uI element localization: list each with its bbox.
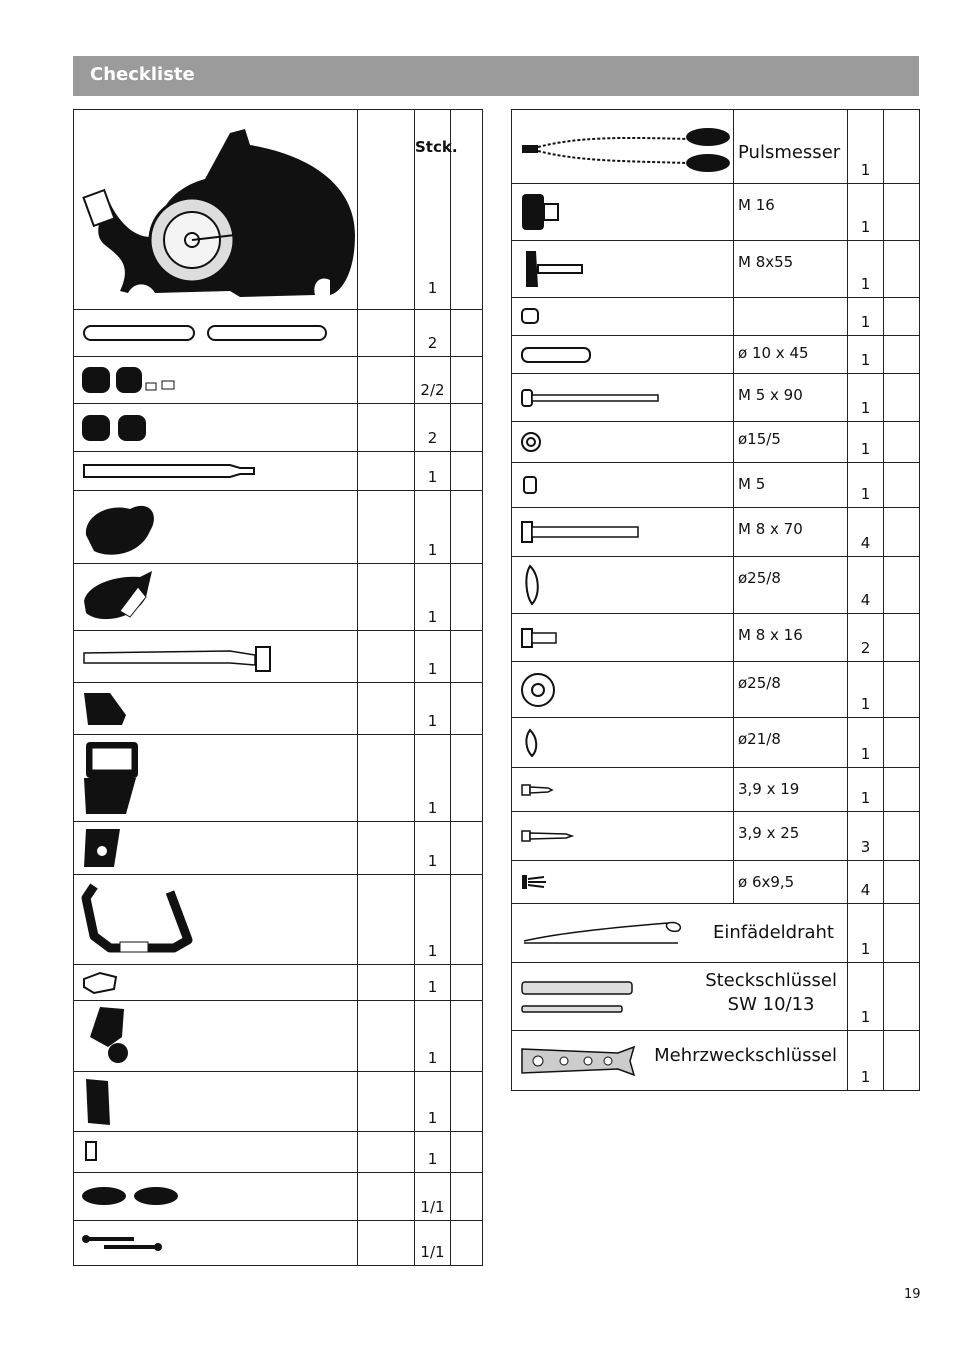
part-spec: 3,9 x 19 (734, 768, 848, 812)
console-bracket-icon (74, 822, 358, 875)
hex-bolt-long-icon (512, 508, 734, 557)
quantity-value: 1 (415, 683, 451, 735)
page-title: Checkliste (73, 56, 919, 96)
quantity-value: 1 (848, 904, 884, 963)
table-row (512, 241, 920, 298)
quantity-value: 3 (848, 812, 884, 861)
curved-washer-icon (512, 557, 734, 614)
seat-post-icon (74, 452, 358, 491)
pulse-sensor-icon (512, 110, 734, 184)
cover-plate-icon (74, 1072, 358, 1132)
table-row (74, 735, 483, 822)
table-row (512, 110, 920, 184)
quantity-value: 1 (848, 662, 884, 718)
quantity-value: 1 (415, 452, 451, 491)
part-spec-line2: SW 10/13 (727, 994, 815, 1015)
table-row (512, 614, 920, 662)
sleeve-icon (512, 298, 734, 336)
table-row (512, 904, 920, 963)
table-row (512, 963, 920, 1031)
right-checklist-table (511, 109, 920, 1091)
multi-wrench-icon (518, 1039, 638, 1083)
table-row (512, 1031, 920, 1091)
table-row (512, 463, 920, 508)
table-row (512, 768, 920, 812)
washer-small-icon (512, 422, 734, 463)
table-row (512, 662, 920, 718)
table-row (512, 184, 920, 241)
saddle-icon (74, 491, 358, 564)
cover-cap-icon (74, 683, 358, 735)
table-row (74, 1072, 483, 1132)
clamp-icon (74, 965, 358, 1001)
table-row (74, 452, 483, 491)
table-row (74, 310, 483, 357)
knob-m8-icon (512, 241, 734, 298)
knob-m16-icon (512, 184, 734, 241)
table-row (74, 110, 483, 310)
table-row (74, 875, 483, 965)
part-spec: ø21/8 (734, 718, 848, 768)
frame-icon (74, 110, 358, 310)
quantity-value: 1 (848, 422, 884, 463)
handlebar-icon (74, 875, 358, 965)
quantity-value: 1 (427, 279, 438, 297)
part-spec: M 5 (734, 463, 848, 508)
table-row (74, 1221, 483, 1266)
handlebar-post-icon (74, 631, 358, 683)
table-row (512, 861, 920, 904)
screw-short-icon (512, 768, 734, 812)
left-checklist-table (73, 109, 483, 1266)
quantity-value: 1 (848, 374, 884, 422)
part-spec: Einfädeldraht (713, 922, 834, 943)
quantity-value: 1 (415, 1132, 451, 1173)
quantity-value: 2 (415, 404, 451, 452)
part-spec: M 5 x 90 (734, 374, 848, 422)
small-cap-icon (74, 1132, 358, 1173)
table-row (74, 631, 483, 683)
adjustment-knob-icon (74, 1001, 358, 1072)
page-number: 19 (904, 1287, 921, 1302)
computer-console-icon (74, 735, 358, 822)
table-row (74, 1173, 483, 1221)
quantity-value: 1 (848, 463, 884, 508)
quantity-value: 2/2 (415, 357, 451, 404)
part-spec: Pulsmesser (734, 110, 848, 184)
quantity-value: 1 (848, 110, 884, 184)
quantity-value: 1 (848, 718, 884, 768)
quantity-value: 1 (415, 631, 451, 683)
wall-plug-icon (512, 861, 734, 904)
long-bolt-icon (512, 374, 734, 422)
part-spec: M 8 x 16 (734, 614, 848, 662)
quantity-value: 2 (848, 614, 884, 662)
end-caps-wheels-icon (74, 357, 358, 404)
end-caps-icon (74, 404, 358, 452)
flat-washer-icon (512, 662, 734, 718)
part-spec: Mehrzweckschlüssel (654, 1045, 837, 1066)
quantity-value: 1 (848, 298, 884, 336)
threading-wire-icon (518, 913, 688, 953)
quantity-value: 1 (415, 491, 451, 564)
quantity-value: 1 (415, 1072, 451, 1132)
part-spec: ø25/8 (734, 662, 848, 718)
part-spec-line1: Steckschlüssel (705, 970, 837, 991)
nut-icon (512, 463, 734, 508)
quantity-value: 1 (848, 241, 884, 298)
part-spec: ø 6x9,5 (734, 861, 848, 904)
pedals-icon (74, 1173, 358, 1221)
table-row (512, 508, 920, 557)
part-spec (734, 298, 848, 336)
table-row (512, 422, 920, 463)
table-row (74, 491, 483, 564)
hex-bolt-short-icon (512, 614, 734, 662)
table-row (512, 298, 920, 336)
part-spec: 3,9 x 25 (734, 812, 848, 861)
tube-spacer-icon (512, 336, 734, 374)
quantity-value: 1 (848, 1031, 884, 1091)
quantity-value: 1 (415, 735, 451, 822)
quantity-value: 1/1 (415, 1221, 451, 1266)
part-spec: ø 10 x 45 (734, 336, 848, 374)
table-row (512, 557, 920, 614)
table-row (74, 357, 483, 404)
quantity-value: 1/1 (415, 1173, 451, 1221)
table-row (74, 965, 483, 1001)
quantity-value: 1 (415, 965, 451, 1001)
table-row (74, 1132, 483, 1173)
quantity-value: 1 (415, 1001, 451, 1072)
quantity-value: 1 (415, 875, 451, 965)
table-row (74, 822, 483, 875)
stabilizer-tubes-icon (74, 310, 358, 357)
table-row (512, 718, 920, 768)
part-spec: M 16 (734, 184, 848, 241)
table-row (512, 336, 920, 374)
quantity-value: 2 (415, 310, 451, 357)
part-spec: ø15/5 (734, 422, 848, 463)
quantity-value: 1 (848, 336, 884, 374)
part-spec: ø25/8 (734, 557, 848, 614)
quantity-value: 1 (415, 822, 451, 875)
saddle-underside-icon (74, 564, 358, 631)
table-row (512, 812, 920, 861)
table-row (74, 1001, 483, 1072)
pedal-straps-icon (74, 1221, 358, 1266)
table-row (512, 374, 920, 422)
quantity-value: 1 (848, 768, 884, 812)
table-row (74, 564, 483, 631)
quantity-value: 1 (848, 963, 884, 1031)
part-spec: M 8x55 (734, 241, 848, 298)
quantity-column-header: Stck. (415, 138, 458, 156)
quantity-value: 1 (848, 184, 884, 241)
quantity-value: 4 (848, 557, 884, 614)
socket-wrench-icon (518, 974, 638, 1020)
quantity-value: 4 (848, 861, 884, 904)
part-spec: M 8 x 70 (734, 508, 848, 557)
quantity-value: 4 (848, 508, 884, 557)
curved-washer-small-icon (512, 718, 734, 768)
table-row (74, 404, 483, 452)
table-row (74, 683, 483, 735)
screw-long-icon (512, 812, 734, 861)
quantity-value: 1 (415, 564, 451, 631)
